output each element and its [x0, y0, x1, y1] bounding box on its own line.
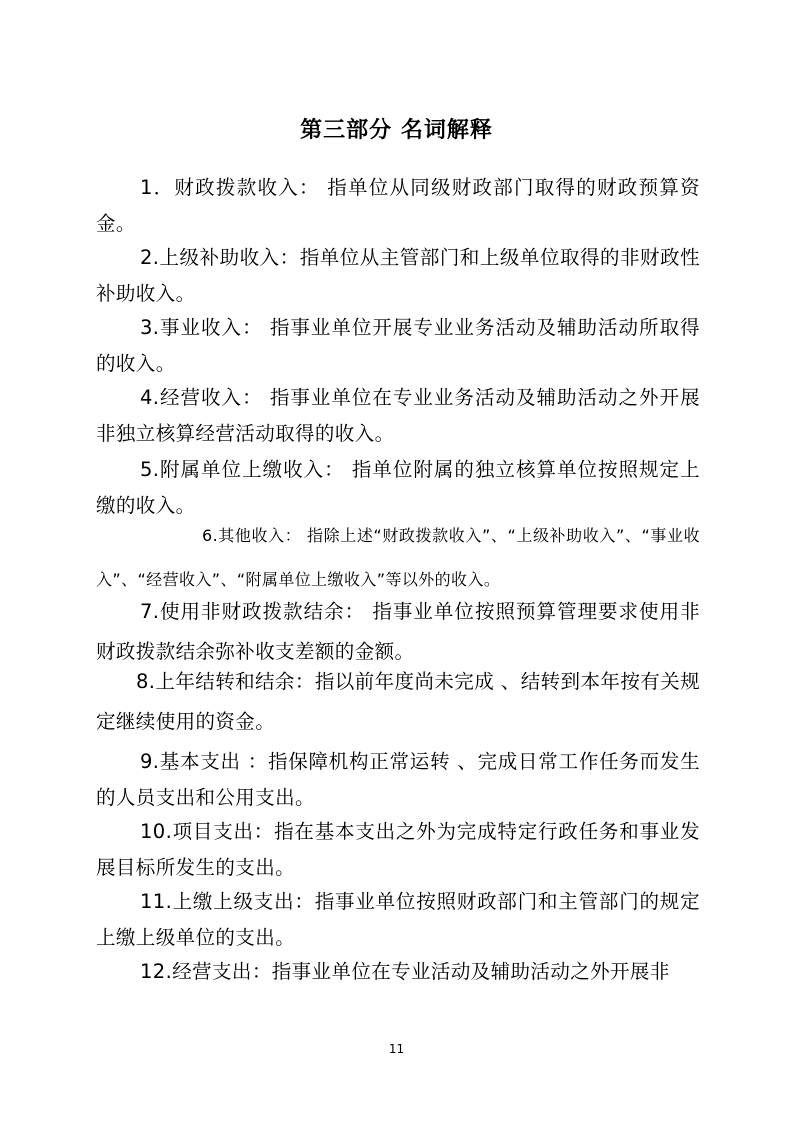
entry-definition: 指单位从主管部门和上级单位取得的非财政性补助收入。 [96, 246, 700, 305]
glossary-entry-8 [96, 662, 700, 742]
entry-definition: 指事业单位开展专业业务活动及辅助活动所取得的收入。 [96, 316, 700, 375]
entry-term: 财政拨款收入： [174, 176, 320, 199]
entry-number: 8. [136, 670, 156, 693]
entry-definition: 指事业单位按照预算管理要求使用非财政拨款结余弥补收支差额的金额。 [96, 600, 700, 663]
entry-number: 2. [140, 246, 160, 269]
entry-number: 11. [140, 890, 173, 913]
entry-number: 9. [140, 750, 160, 773]
entry-number: 7. [140, 600, 160, 623]
entry-term: 基本支出 ： [159, 750, 269, 773]
entry-definition: 指单位附属的独立核算单位按照规定上缴的收入。 [96, 458, 700, 517]
entry-number: 1． [140, 176, 175, 199]
entry-number: 4. [140, 386, 160, 409]
glossary-entry-7 [96, 592, 700, 672]
entry-term: 项目支出： [172, 820, 275, 843]
entry-term: 使用非财政拨款结余： [159, 600, 366, 623]
glossary-entry-10 [96, 814, 700, 886]
entry-definition: 指单位从同级财政部门取得的财政预算资金。 [96, 176, 700, 235]
entry-term: 上级补助收入： [159, 246, 300, 269]
entry-term: 附属单位上缴收入： [159, 458, 345, 481]
entry-definition: 指事业单位按照财政部门和主管部门的规定上缴上级单位的支出。 [96, 890, 700, 949]
entry-number: 3. [140, 316, 160, 339]
entry-number: 12. [140, 960, 173, 983]
entry-number: 5. [140, 458, 160, 481]
entry-term: 经营支出： [172, 960, 272, 983]
entry-term: 上缴上级支出： [172, 890, 315, 913]
entry-definition: 指事业单位在专业活动及辅助活动之外开展非 [271, 960, 670, 983]
page-number: 11 [388, 1042, 405, 1056]
entry-definition: 指在基本支出之外为完成特定行政任务和事业发展目标所发生的支出。 [96, 820, 700, 879]
entry-term: 事业收入： [159, 316, 263, 339]
glossary-entry-2 [96, 240, 700, 312]
glossary-entry-4 [96, 380, 700, 452]
entry-number: 6. [202, 526, 219, 545]
entry-definition: 指事业单位在专业业务活动及辅助活动之外开展非独立核算经营活动取得的收入。 [96, 386, 700, 445]
page-title: 第三部分 名词解释 [300, 118, 493, 143]
glossary-entry-9 [96, 744, 700, 816]
entry-term: 经营收入： [159, 386, 263, 409]
entry-number: 10. [140, 820, 173, 843]
glossary-entry-1 [96, 170, 700, 242]
glossary-entry-11 [96, 884, 700, 956]
glossary-entry-6 [96, 514, 700, 602]
glossary-entry-12 [96, 954, 700, 990]
entry-term: 上年结转和结余： [155, 670, 315, 693]
glossary-entry-3 [96, 310, 700, 382]
entry-definition: 指以前年度尚未完成 、结转到本年按有关规定继续使用的资金。 [96, 670, 700, 733]
entry-definition: 指除上述“财政拨款收入”、“上级补助收入”、“事业收入”、“经营收入”、“附属单位上缴收入”等以外的收入。 [96, 526, 700, 589]
entry-term: 其他收入： [218, 526, 302, 545]
entry-definition: 指保障机构正常运转 、完成日常工作任务而发生的人员支出和公用支出。 [96, 750, 701, 809]
